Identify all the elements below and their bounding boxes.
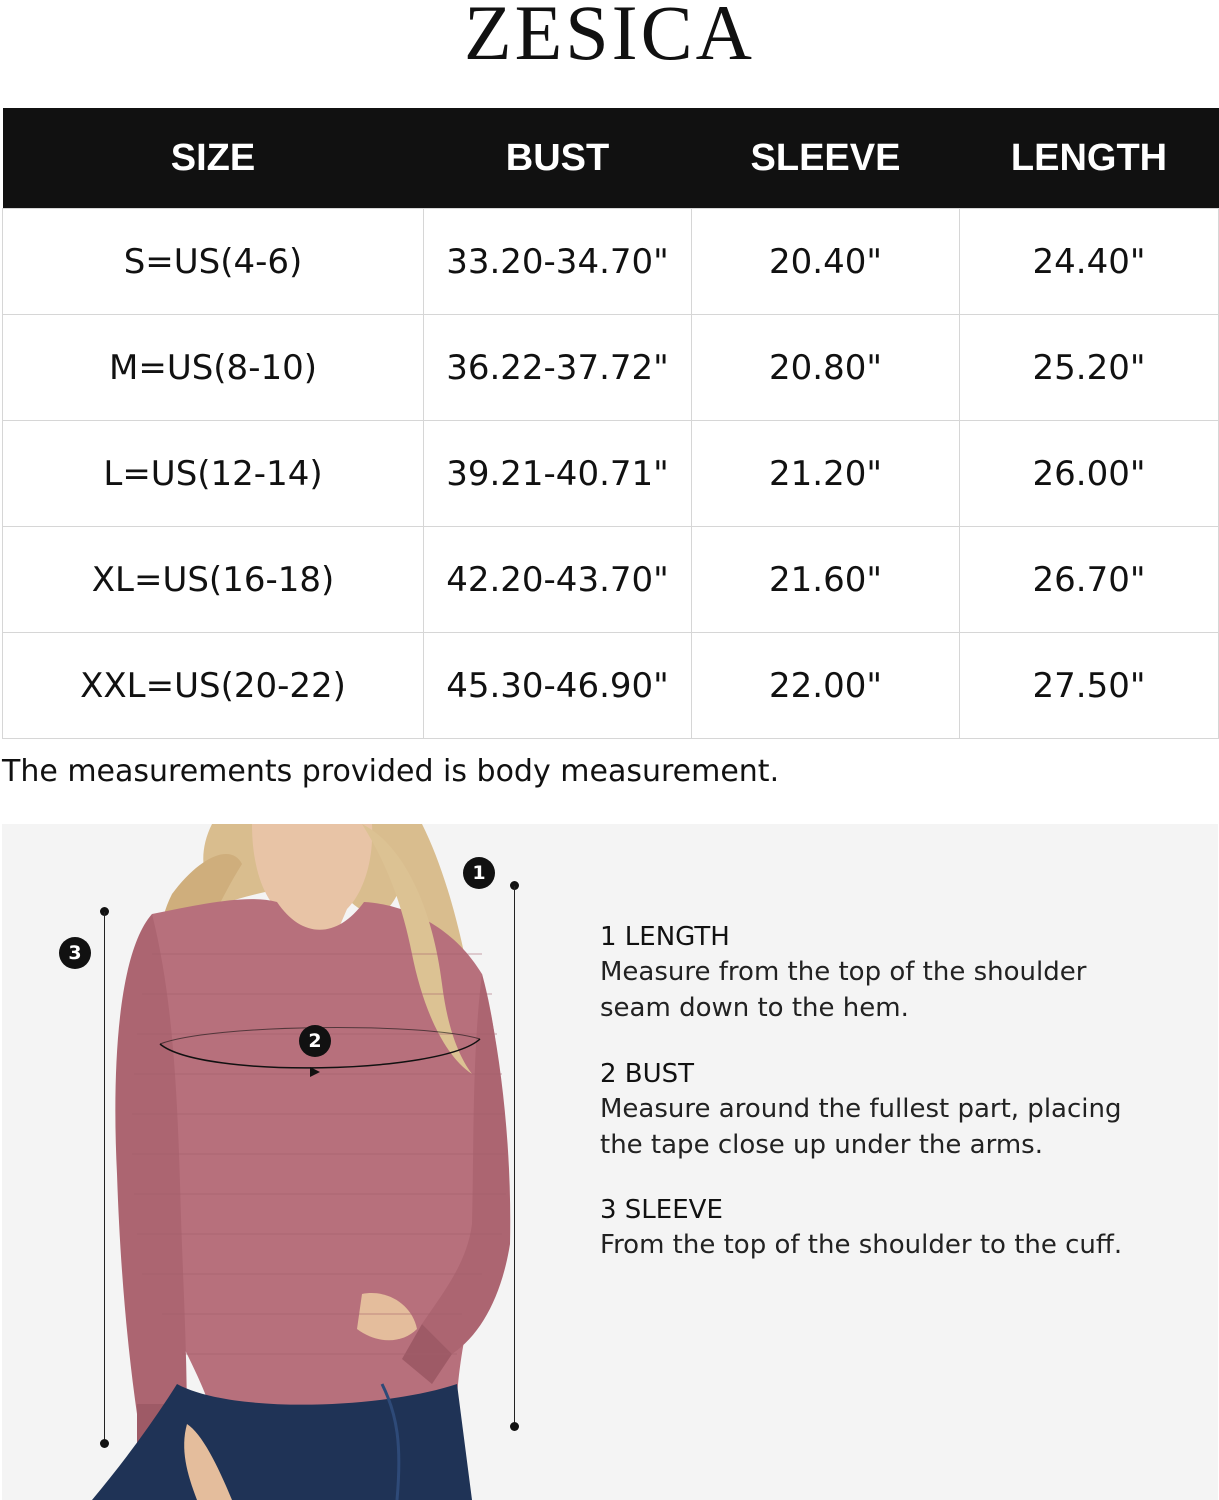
- sleeve-measure-line: [104, 912, 105, 1442]
- badge-length: 1: [463, 857, 495, 889]
- instruction-line: Measure around the fullest part, placing: [600, 1094, 1122, 1124]
- sleeve-cell: 20.80": [692, 315, 960, 421]
- column-header-sleeve: SLEEVE: [692, 108, 960, 209]
- sleeve-cell: 20.40": [692, 209, 960, 315]
- table-row: [3, 527, 1219, 633]
- table-row: [3, 633, 1219, 739]
- badge-bust: 2: [299, 1025, 331, 1057]
- length-cell: 26.70": [960, 527, 1219, 633]
- table-row: [3, 315, 1219, 421]
- measurement-guide: [2, 824, 1218, 1500]
- measurement-note: The measurements provided is body measurement.: [2, 754, 780, 789]
- column-header-length: LENGTH: [960, 108, 1219, 209]
- instruction-bust: [600, 1057, 1190, 1163]
- instruction-text: [600, 1227, 1190, 1263]
- bust-cell: 33.20-34.70": [424, 209, 692, 315]
- sleeve-cell: 22.00": [692, 633, 960, 739]
- table-row: [3, 209, 1219, 315]
- length-measure-line: [514, 886, 515, 1426]
- size-cell: XXL=US(20-22): [3, 633, 424, 739]
- size-cell: L=US(12-14): [3, 421, 424, 527]
- length-cell: 24.40": [960, 209, 1219, 315]
- sleeve-cell: 21.60": [692, 527, 960, 633]
- bust-cell: 39.21-40.71": [424, 421, 692, 527]
- table-row: [3, 421, 1219, 527]
- bust-cell: 42.20-43.70": [424, 527, 692, 633]
- brand-logo: ZESICA: [464, 0, 755, 76]
- column-header-size: SIZE: [3, 108, 424, 209]
- instruction-title: 2 BUST: [600, 1059, 695, 1089]
- sleeve-cell: 21.20": [692, 421, 960, 527]
- instruction-line: From the top of the shoulder to the cuff.: [600, 1230, 1123, 1260]
- length-cell: 26.00": [960, 421, 1219, 527]
- instruction-title: 1 LENGTH: [600, 922, 730, 952]
- instruction-text: [600, 954, 1190, 1026]
- size-cell: M=US(8-10): [3, 315, 424, 421]
- instruction-text: [600, 1091, 1190, 1163]
- instruction-line: seam down to the hem.: [600, 993, 909, 1023]
- size-cell: XL=US(16-18): [3, 527, 424, 633]
- instruction-line: Measure from the top of the shoulder: [600, 957, 1087, 987]
- bust-cell: 45.30-46.90": [424, 633, 692, 739]
- badge-sleeve: 3: [59, 937, 91, 969]
- bust-cell: 36.22-37.72": [424, 315, 692, 421]
- column-header-bust: BUST: [424, 108, 692, 209]
- length-bottom-dot: [510, 1422, 519, 1431]
- instruction-sleeve: [600, 1193, 1190, 1263]
- instruction-title: 3 SLEEVE: [600, 1195, 723, 1225]
- instruction-line: the tape close up under the arms.: [600, 1130, 1043, 1160]
- table-header-row: [3, 108, 1219, 209]
- sleeve-bottom-dot: [100, 1439, 109, 1448]
- model-illustration: [2, 824, 542, 1500]
- size-cell: S=US(4-6): [3, 209, 424, 315]
- size-chart-table: [2, 108, 1219, 739]
- length-cell: 27.50": [960, 633, 1219, 739]
- length-cell: 25.20": [960, 315, 1219, 421]
- instruction-length: [600, 920, 1190, 1026]
